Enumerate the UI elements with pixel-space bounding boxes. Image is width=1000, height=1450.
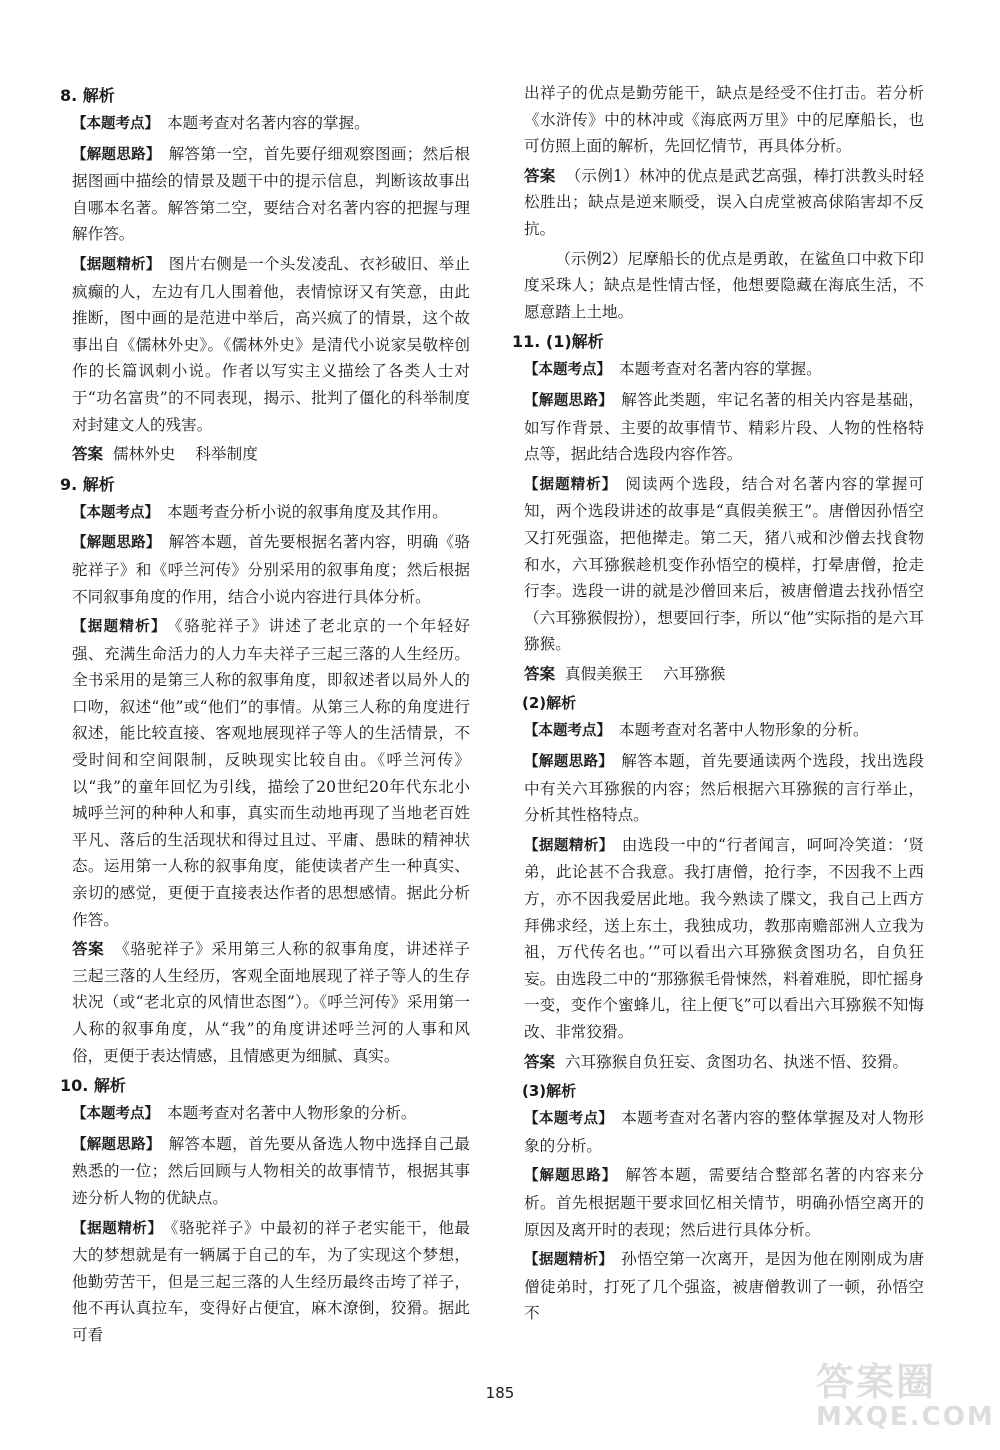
q8-silu [72, 141, 470, 248]
q11-2-kaodian [524, 717, 924, 745]
q10-answer [524, 163, 924, 243]
q11-silu-text: 解答此类题，牢记名著的相关内容是基础，如写作背景、主要的故事情节、精彩片段、人物的性格特点等，据此结合选段内容作答。 [524, 390, 924, 464]
kaodian-tag: 【本题考点】 [524, 1111, 614, 1128]
answer-label: 答案 [524, 1052, 556, 1071]
q10-jingxi-text: 《骆驼祥子》中最初的祥子老实能干，他最大的梦想就是有一辆属于自己的车，为了实现这个梦想，他勤劳苦干，但是三起三落的人生经历最终击垮了祥子，他不再认真拉车，变得好占便宜，麻木潦倒，狡猾。据此可看 [72, 1218, 471, 1344]
answer-label: 答案 [72, 940, 105, 959]
q10-silu [72, 1131, 470, 1212]
left-column [60, 80, 470, 1352]
q8-kaodian [72, 110, 470, 138]
question-10-heading: 10. 解析 [60, 1076, 126, 1096]
silu-tag: 【解题思路】 [72, 535, 161, 552]
kaodian-tag: 【本题考点】 [72, 116, 159, 132]
q9-answer-text: 《骆驼祥子》采用第三人称的叙事角度，讲述祥子三起三落的人生经历，客观全面地展现了祥子等人的生存状况（或“老北京的风情世态图”）。《呼兰河传》采用第一人称的叙事角度，从“我”的角度讲述呼兰河的人事和风俗，更便于表达情感，且情感更为细腻、真实。 [72, 940, 470, 1065]
jingxi-tag: 【据题精析】 [72, 619, 167, 636]
q10-answer-example-2: （示例2）尼摩船长的优点是勇敢，在鲨鱼口中救下印度采珠人；缺点是性情古怪，他想要隐藏在海底生活，不愿意踏上土地。 [524, 249, 924, 321]
q11-3-kaodian [524, 1105, 924, 1159]
q11-answer-b: 六耳猕猴 [663, 664, 726, 683]
q10-answer-example-1: （示例1）林冲的优点是武艺高强，棒打洪教头时轻松胜出；缺点是逆来顺受，误入白虎堂被高俅陷害却不反抗。 [524, 166, 924, 238]
q9-silu [72, 529, 470, 610]
kaodian-tag: 【本题考点】 [524, 362, 611, 379]
jingxi-tag: 【据题精析】 [524, 837, 614, 854]
q10-kaodian [72, 1100, 470, 1128]
q9-kaodian-text: 本题考查分析小说的叙事角度及其作用。 [167, 502, 448, 521]
answer-label: 答案 [524, 664, 556, 683]
question-9-heading: 9. 解析 [60, 474, 115, 494]
q11-2-jingxi [524, 832, 924, 1046]
answer-label: 答案 [72, 445, 104, 464]
question-11-3-heading: (3)解析 [522, 1082, 577, 1101]
q11-kaodian-text: 本题考查对名著内容的掌握。 [619, 360, 822, 379]
silu-tag: 【解题思路】 [524, 1168, 618, 1185]
question-11-heading: 11. (1)解析 [512, 332, 604, 352]
silu-tag: 【解题思路】 [524, 754, 614, 771]
jingxi-tag: 【据题精析】 [72, 1220, 163, 1237]
silu-tag: 【解题思路】 [524, 392, 614, 409]
q11-answer [524, 661, 924, 688]
q8-answer [72, 441, 470, 468]
question-8-heading: 8. 解析 [60, 86, 115, 105]
q11-3-silu-text: 解答本题，需要结合整部名著的内容来分析。首先根据题干要求回忆相关情节，明确孙悟空离开的原因及离开时的表现；然后进行具体分析。 [524, 1166, 924, 1239]
q11-jingxi [524, 471, 924, 658]
q8-answer-a: 儒林外史 [113, 445, 176, 464]
jingxi-tag: 【据题精析】 [524, 476, 618, 493]
page-number: 185 [485, 1384, 515, 1402]
q9-jingxi [72, 613, 470, 933]
watermark-line-2: MXQE.COM [816, 1402, 995, 1432]
watermark-line-1: 答案圈 [816, 1360, 937, 1404]
q11-2-answer-text: 六耳猕猴自负狂妄、贪图功名、执迷不悟、狡猾。 [565, 1052, 909, 1071]
q10-kaodian-text: 本题考查对名著中人物形象的分析。 [167, 1104, 417, 1123]
q11-3-jingxi [524, 1246, 924, 1327]
q11-2-silu [524, 748, 924, 829]
q8-answer-b: 科举制度 [195, 445, 258, 464]
kaodian-tag: 【本题考点】 [524, 723, 611, 740]
jingxi-tag: 【据题精析】 [524, 1252, 614, 1269]
q11-2-answer [524, 1049, 924, 1076]
q8-jingxi [72, 251, 470, 438]
q11-3-jingxi-text: 孙悟空第一次离开，是因为他在刚刚成为唐僧徒弟时，打死了几个强盗，被唐僧教训了一顿，孙悟空不 [524, 1250, 924, 1323]
silu-tag: 【解题思路】 [72, 146, 161, 163]
q10-silu-text: 解答本题，首先要从备选人物中选择自己最熟悉的一位；然后回顾与人物相关的故事情节，根据其事迹分析人物的优缺点。 [72, 1134, 470, 1207]
question-11-2-heading: (2)解析 [522, 694, 577, 713]
q8-silu-text: 解答第一空，首先要仔细观察图画；然后根据图画中描绘的情景及题干中的提示信息，判断该故事出自哪本名著。解答第二空，要结合对名著内容的把握与理解作答。 [72, 144, 470, 244]
q11-3-kaodian-text: 本题考查对名著内容的整体掌握及对人物形象的分析。 [524, 1109, 924, 1155]
right-column [512, 80, 924, 1330]
kaodian-tag: 【本题考点】 [72, 504, 159, 521]
q11-kaodian [524, 356, 924, 384]
q9-silu-text: 解答本题，首先要根据名著内容，明确《骆驼祥子》和《呼兰河传》分别采用的叙事角度；然后根据不同叙事角度的作用，结合小说内容进行具体分析。 [72, 533, 470, 606]
watermark-logo [816, 1360, 995, 1436]
answer-label: 答案 [524, 166, 556, 185]
jingxi-tag: 【据题精析】 [72, 256, 161, 273]
q11-answer-a: 真假美猴王 [565, 664, 643, 683]
q9-answer [72, 936, 470, 1069]
q11-2-jingxi-text: 由选段一中的“行者闻言，呵呵冷笑道：‘贤弟，此论甚不合我意。我打唐僧，抢行李，不因我不上西方，亦不因我爱居此地。我今熟读了牒文，我自己上西方拜佛求经，送上东土，我独成功，教那南赡部洲人立我为祖，万代传名也。’”可以看出六耳猕猴贪图功名，自负狂妄。由选段二中的“那猕猴毛骨悚然，料着难脱，即忙摇身一变，变作个蜜蜂儿，往上便飞”可以看出六耳猕猴不知悔改、非常狡猾。 [524, 835, 924, 1041]
kaodian-tag: 【本题考点】 [72, 1106, 159, 1123]
q9-jingxi-text: 《骆驼祥子》讲述了老北京的一个年轻好强、充满生命活力的人力车夫祥子三起三落的人生经历。全书采用的是第三人称的叙事角度，即叙述者以局外人的口吻，叙述“他”或“他们”的事情。从第三人称的角度进行叙述，能比较直接、客观地展现祥子等人的生活情景，不受时间和空间限制，反映现实比较自由。《呼兰河传》以“我”的童年回忆为引线，描绘了20世纪20年代东北小城呼兰河的种种人和事，真实而生动地再现了当地老百姓平凡、落后的生活现状和得过且过、平庸、愚昧的精神状态。运用第一人称的叙事角度，能使读者产生一种真实、亲切的感觉，更便于直接表达作者的思想感情。据此分析作答。 [72, 617, 471, 929]
q11-2-silu-text: 解答本题，首先要通读两个选段，找出选段中有关六耳猕猴的内容；然后根据六耳猕猴的言行举止，分析其性格特点。 [524, 752, 924, 825]
q11-jingxi-text: 阅读两个选段，结合对名著内容的掌握可知，两个选段讲述的故事是“真假美猴王”。唐僧因孙悟空又打死强盗，把他撵走。第二天，猪八戒和沙僧去找食物和水，六耳猕猴趁机变作孙悟空的模样，打晕唐僧，抢走行李。选段一讲的就是沙僧回来后，被唐僧遣去找孙悟空（六耳猕猴假扮），想要回行李，所以“他”实际指的是六耳猕猴。 [524, 474, 924, 654]
q11-3-silu [524, 1162, 924, 1243]
silu-tag: 【解题思路】 [72, 1136, 161, 1153]
q9-kaodian [72, 499, 470, 527]
q10-jingxi [72, 1215, 470, 1349]
q11-2-kaodian-text: 本题考查对名著中人物形象的分析。 [619, 721, 869, 740]
q8-kaodian-text: 本题考查对名著内容的掌握。 [167, 114, 370, 132]
q8-jingxi-text: 图片右侧是一个头发凌乱、衣衫破旧、举止疯癫的人，左边有几人围着他，表情惊讶又有笑意，由此推断，图中画的是范进中举后，高兴疯了的情景，这个故事出自《儒林外史》。《儒林外史》是清代小说家吴敬梓创作的长篇讽刺小说。作者以写实主义描绘了各类人士对于“功名富贵”的不同表现，揭示、批判了僵化的科举制度对封建文人的残害。 [72, 254, 470, 434]
q11-silu [524, 387, 924, 468]
q10-continuation: 出祥子的优点是勤劳能干，缺点是经受不住打击。若分析《水浒传》中的林冲或《海底两万里》中的尼摩船长，也可仿照上面的解析，先回忆情节，再具体分析。 [524, 84, 924, 156]
